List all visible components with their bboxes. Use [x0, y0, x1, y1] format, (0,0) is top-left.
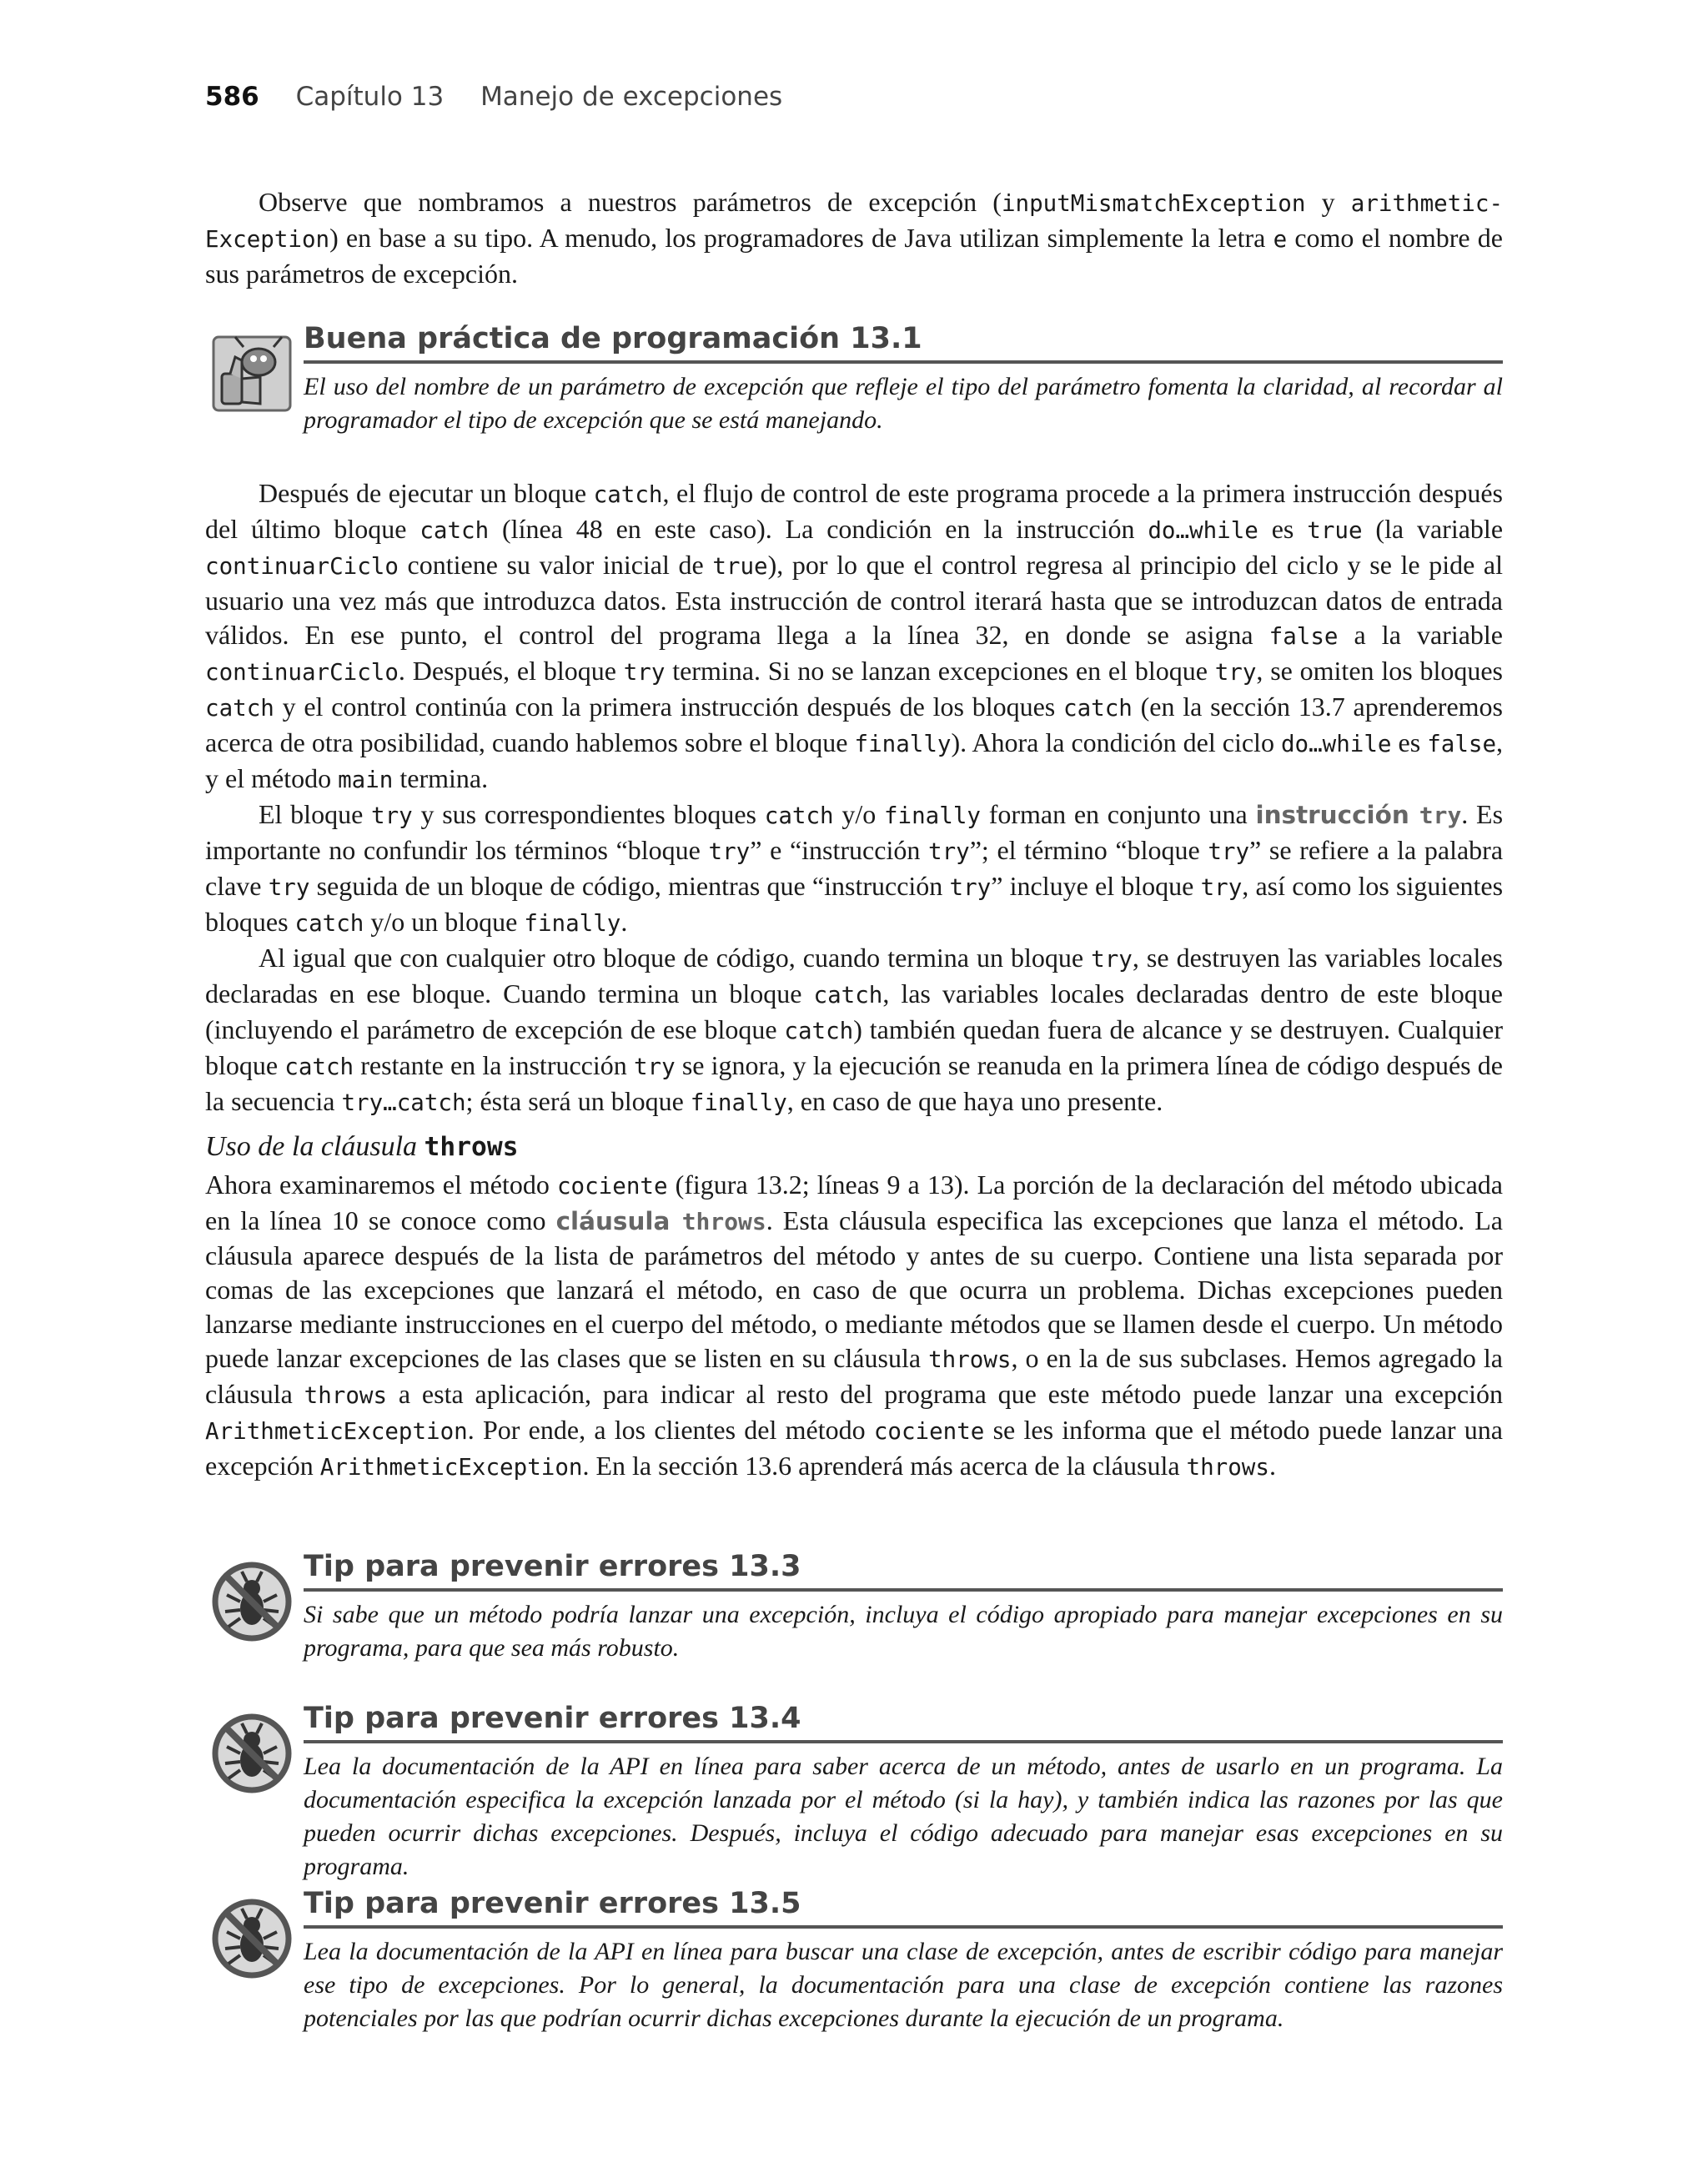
page-number: 586 [205, 82, 259, 112]
tip-title: Tip para prevenir errores 13.3 [304, 1550, 1503, 1592]
key-term-throws-clause: cláusula throws [555, 1207, 766, 1235]
intro-block [205, 185, 1503, 291]
thumbs-up-bug-icon [210, 332, 294, 415]
throws-section-text [205, 1168, 1503, 1485]
good-practice-text: El uso del nombre de un parámetro de excepción que refleje el tipo del parámetro fomenta la claridad, al recordar al programador el tipo de excepción que se está manejando. [304, 373, 1503, 434]
main-text [205, 476, 1503, 1120]
paragraph-2: El bloque try y sus correspondientes bloques catch y/o finally forman en conjunto una instrucción try. Es importante no confundir los términos “bloque try” e “instrucción try”; el término “bloque try” se refiere a la palabra clave try seguida de un bloque de código, mientras que “instrucción try” incluye el bloque try, así como los siguientes bloques catch y/o un bloque finally. [205, 799, 1504, 937]
error-tip-13-5 [205, 1887, 1503, 2032]
paragraph-4: Ahora examinaremos el método cociente (figura 13.2; líneas 9 a 13). La porción de la declaración del método ubicada en la línea 10 se conoce como cláusula throws. Esta cláusula especifica las excepciones que lanza el método. La cláusula aparece después de la lista de parámetros del método y antes de su cuerpo. Contiene una lista separada por comas de las excepciones que lanzará el método, en caso de que ocurra un problema. Dichas excepciones pueden lanzarse mediante instrucciones en el cuerpo del método, o mediante métodos que se llamen desde el cuerpo. Un método puede lanzar excepciones de las clases que se listen en su cláusula throws, o en la de sus subclases. Hemos agregado la cláusula throws a esta aplicación, para indicar al resto del programa que este método puede lanzar una excepción ArithmeticException. Por ende, a los clientes del método cociente se les informa que el método puede lanzar una excepción ArithmeticException. En la sección 13.6 aprenderá más acerca de la cláusula throws. [205, 1169, 1504, 1481]
chapter-title: Manejo de excepciones [480, 82, 783, 112]
good-practice-box [205, 322, 1503, 455]
section-heading: Uso de la cláusula throws [205, 1131, 519, 1162]
error-tip-13-4 [205, 1702, 1503, 1880]
no-bug-icon [210, 1897, 294, 1980]
paragraph-3: Al igual que con cualquier otro bloque de código, cuando termina un bloque try, se destruyen las variables locales declaradas en ese bloque. Cuando termina un bloque catch, las variables locales declaradas dentro de este bloque (incluyendo el parámetro de excepción de ese bloque catch) también quedan fuera de alcance y se destruyen. Cualquier bloque catch restante en la instrucción try se ignora, y la ejecución se reanuda en la primera línea de código después de la secuencia try…catch; ésta será un bloque finally, en caso de que haya uno presente. [205, 943, 1504, 1116]
no-bug-icon [210, 1712, 294, 1795]
tip-text: Si sabe que un método podría lanzar una excepción, incluya el código apropiado para manejar excepciones en su programa, para que sea más robusto. [304, 1601, 1503, 1662]
error-tip-13-3 [205, 1550, 1503, 1683]
paragraph-1: Después de ejecutar un bloque catch, el flujo de control de este programa procede a la primera instrucción después del último bloque catch (línea 48 en este caso). La condición en la instrucción do…while es true (la variable continuarCiclo contiene su valor inicial de true), por lo que el control regresa al principio del ciclo y se le pide al usuario una vez más que introduzca datos. Esta instrucción de control iterará hasta que se introduzcan datos de entrada válidos. En ese punto, el control del programa llega a la línea 32, en donde se asigna false a la variable continuarCiclo. Después, el bloque try termina. Si no se lanzan excepciones en el bloque try, se omiten los bloques catch y el control continúa con la primera instrucción después de los bloques catch (en la sección 13.7 aprenderemos acerca de otra posibilidad, cuando hablemos sobre el bloque finally). Ahora la condición del ciclo do…while es false, y el método main termina. [205, 478, 1504, 793]
running-header [205, 82, 782, 112]
tip-text: Lea la documentación de la API en línea para buscar una clase de excepción, antes de escribir código para manejar ese tipo de excepciones. Por lo general, la documentación para una clase de excepción contiene las razones potenciales por las que podrían ocurrir dichas excepciones durante la ejecución de un programa. [304, 1938, 1503, 2032]
tip-text: Lea la documentación de la API en línea para saber acerca de un método, antes de usarlo en un programa. La documentación especifica la excepción lanzada por el método (si la hay), y también indica las razones por las que pueden ocurrir dichas excepciones. Después, incluya el código adecuado para manejar esas excepciones en su programa. [304, 1753, 1503, 1880]
good-practice-title: Buena práctica de programación 13.1 [304, 322, 1503, 364]
intro-paragraph: Observe que nombramos a nuestros parámetros de excepción (inputMismatchException y arithmetic-Exception) en base a su tipo. A menudo, los programadores de Java utilizan simplemente la letra e como el nombre de sus parámetros de excepción. [205, 187, 1504, 289]
chapter-label: Capítulo 13 [295, 82, 445, 112]
tip-title: Tip para prevenir errores 13.5 [304, 1887, 1503, 1929]
no-bug-icon [210, 1560, 294, 1643]
tip-title: Tip para prevenir errores 13.4 [304, 1702, 1503, 1743]
key-term-try-statement: instrucción try [1255, 801, 1462, 829]
